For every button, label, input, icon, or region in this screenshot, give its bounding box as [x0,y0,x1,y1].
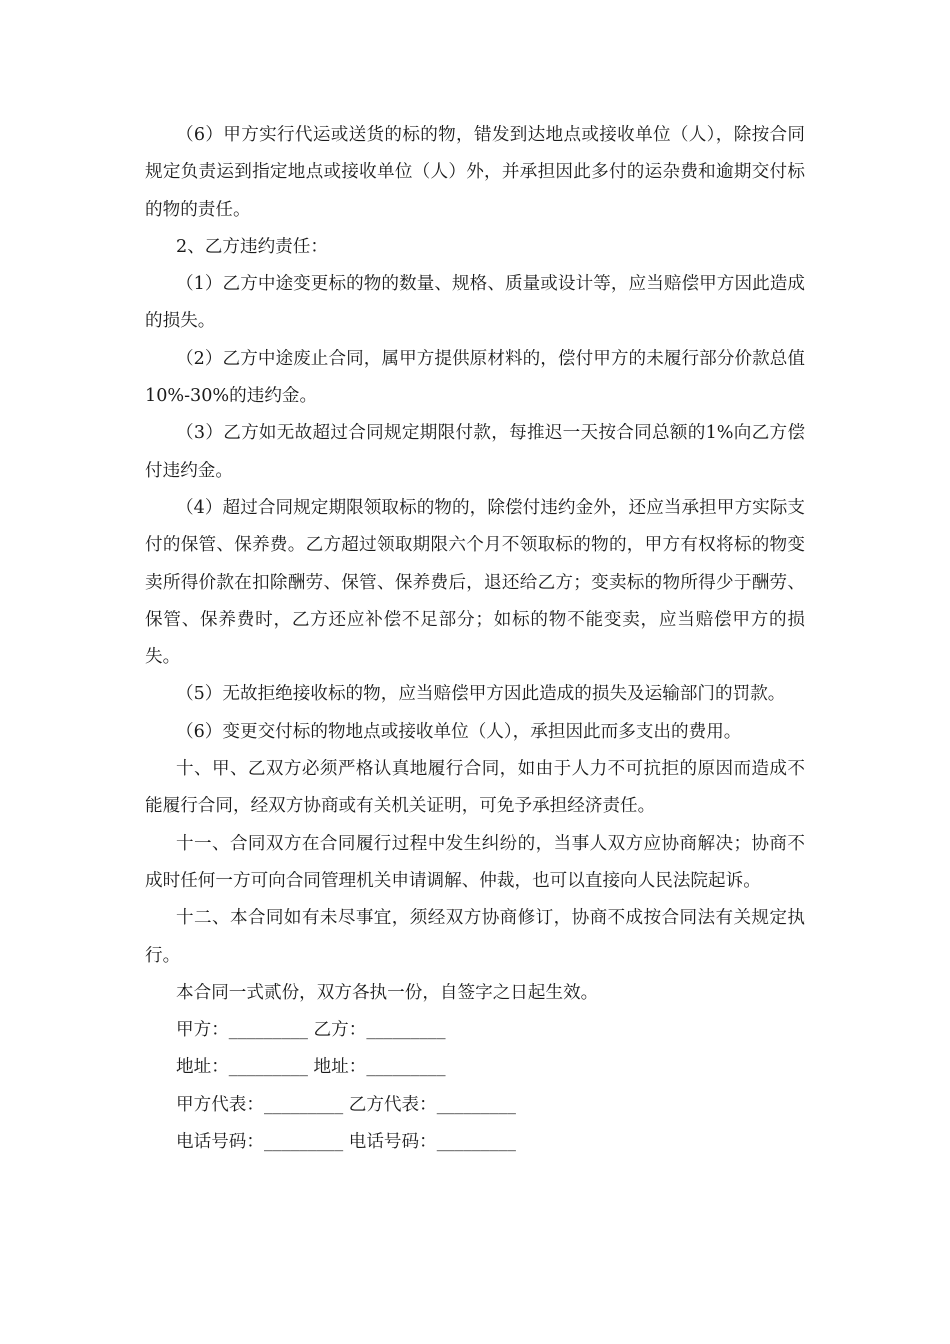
contract-body [145,117,805,1161]
effective-clause: 本合同一式贰份，双方各执一份，自签字之日起生效。 [176,982,599,1003]
clause-paragraph: （4）超过合同规定期限领取标的物的，除偿付违约金外，还应当承担甲方实际支付的保管、保养费。乙方超过领取期限六个月不领取标的物的，甲方有权将标的物变卖所得价款在扣除酬劳、保管、保养费后，退还给乙方；变卖标的物所得少于酬劳、保管、保养费时，乙方还应补偿不足部分；如标的物不能变卖，应当赔偿甲方的损失。 [145,497,805,668]
signature-line-phone: 电话号码：_________ 电话号码：_________ [176,1132,516,1153]
clause-paragraph: （1）乙方中途变更标的物的数量、规格、质量或设计等，应当赔偿甲方因此造成的损失。 [145,274,805,332]
signature-line-party: 甲方：_________ 乙方：_________ [176,1020,446,1041]
clause-heading: 2、乙方违约责任： [176,236,328,257]
signature-line-address: 地址：_________ 地址：_________ [176,1057,446,1078]
clause-paragraph: 十、甲、乙双方必须严格认真地履行合同，如由于人力不可抗拒的原因而造成不能履行合同，经双方协商或有关机关证明，可免予承担经济责任。 [145,759,805,817]
clause-paragraph: （3）乙方如无故超过合同规定期限付款，每推迟一天按合同总额的1%向乙方偿付违约金。 [145,423,805,481]
clause-paragraph: 十一、合同双方在合同履行过程中发生纠纷的，当事人双方应协商解决；协商不成时任何一方可向合同管理机关申请调解、仲裁，也可以直接向人民法院起诉。 [145,833,805,891]
clause-paragraph: （6）甲方实行代运或送货的标的物，错发到达地点或接收单位（人），除按合同规定负责运到指定地点或接收单位（人）外，并承担因此多付的运杂费和逾期交付标的物的责任。 [145,125,805,220]
clause-paragraph: （6）变更交付标的物地点或接收单位（人），承担因此而多支出的费用。 [176,721,742,742]
clause-paragraph: 十二、本合同如有未尽事宜，须经双方协商修订，协商不成按合同法有关规定执行。 [145,908,805,966]
signature-line-representative: 甲方代表：_________ 乙方代表：_________ [176,1094,516,1115]
clause-paragraph: （2）乙方中途废止合同，属甲方提供原材料的，偿付甲方的未履行部分价款总值10%-30%的违约金。 [145,348,805,407]
clause-paragraph: （5）无故拒绝接收标的物，应当赔偿甲方因此造成的损失及运输部门的罚款。 [176,684,786,705]
